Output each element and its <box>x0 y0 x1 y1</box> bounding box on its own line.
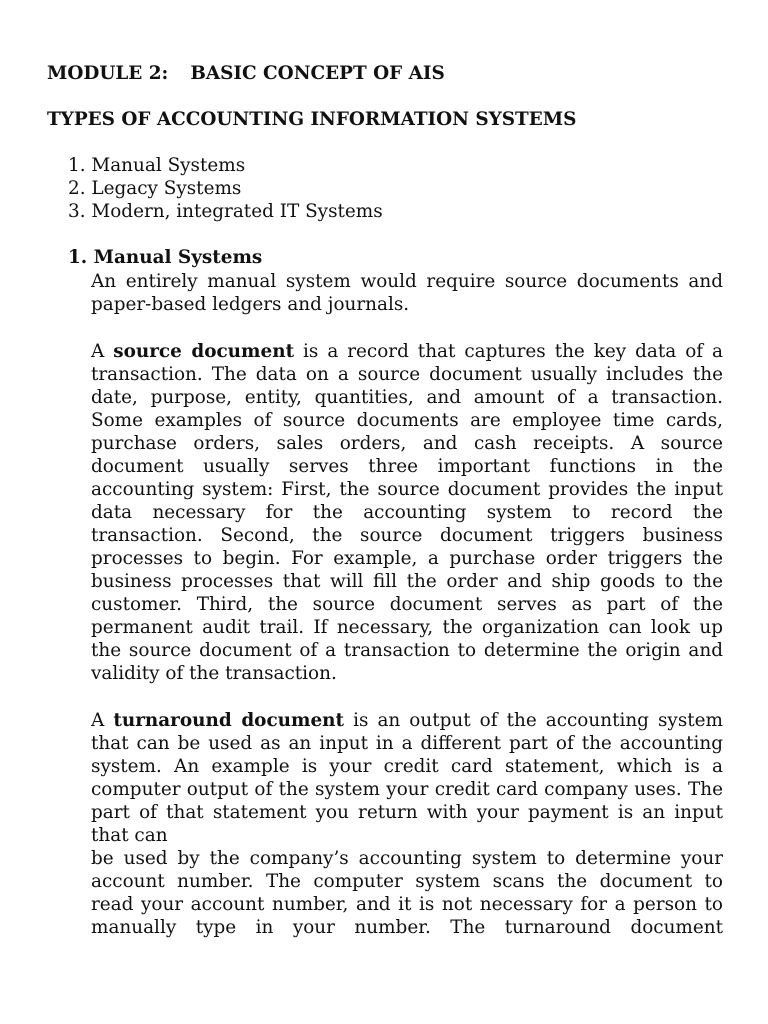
paragraph-line: paper-based ledgers and journals. <box>91 294 410 315</box>
paragraph-line: that can <box>91 825 168 846</box>
source-document-paragraph <box>91 340 723 685</box>
paragraph-line: date, purpose, entity, quantities, and amount of a transaction. <box>91 387 723 408</box>
paragraph-line: customer. Third, the source document serves as part of the <box>91 594 723 615</box>
section-title: TYPES OF ACCOUNTING INFORMATION SYSTEMS <box>47 109 577 130</box>
paragraph-line: document usually serves three important functions in the <box>91 456 723 477</box>
module-label: MODULE 2: <box>47 63 169 84</box>
paragraph-line: An entirely manual system would require source documents and <box>91 271 723 292</box>
paragraph-line: that can be used as an input in a different part of the accounting <box>91 733 723 754</box>
list-item: 3. Modern, integrated IT Systems <box>68 201 383 222</box>
paragraph-line: purchase orders, sales orders, and cash receipts. A source <box>91 433 723 454</box>
paragraph-line: Some examples of source documents are employee time cards, <box>91 410 723 431</box>
paragraph-line: processes to begin. For example, a purchase order triggers the <box>91 548 723 569</box>
paragraph-line: validity of the transaction. <box>91 663 337 684</box>
term-source-document: source document <box>113 341 295 362</box>
intro-paragraph <box>91 270 723 316</box>
paragraph-line: be used by the company’s accounting system to determine your <box>91 848 723 869</box>
list-item: 2. Legacy Systems <box>68 178 242 199</box>
paragraph-line: read your account number, and it is not necessary for a person to <box>91 894 723 915</box>
list-item: 1. Manual Systems <box>68 155 246 176</box>
paragraph-line: transaction. The data on a source document usually includes the <box>91 364 723 385</box>
paragraph-line: computer output of the system your credit card company uses. The <box>91 779 723 800</box>
paragraph-line: transaction. Second, the source document triggers business <box>91 525 723 546</box>
turnaround-document-paragraph <box>91 709 723 939</box>
paragraph-line: business processes that will fill the order and ship goods to the <box>91 571 723 592</box>
paragraph-line: part of that statement you return with your payment is an input <box>91 802 723 823</box>
types-list <box>68 154 383 223</box>
paragraph-line: A source document is a record that captures the key data of a <box>91 341 723 362</box>
paragraph-line: the source document of a transaction to determine the origin and <box>91 640 723 661</box>
paragraph-line: accounting system: First, the source document provides the input <box>91 479 723 500</box>
paragraph-line: account number. The computer system scans the document to <box>91 871 723 892</box>
paragraph-line: permanent audit trail. If necessary, the organization can look up <box>91 617 723 638</box>
module-heading <box>47 62 445 85</box>
paragraph-line: manually type in your number. The turnaround document <box>91 917 723 938</box>
subsection-heading: 1. Manual Systems <box>68 247 263 268</box>
paragraph-line: data necessary for the accounting system to record the <box>91 502 723 523</box>
paragraph-line: A turnaround document is an output of the accounting system <box>91 710 723 731</box>
term-turnaround-document: turnaround document <box>113 710 345 731</box>
paragraph-line: system. An example is your credit card statement, which is a <box>91 756 723 777</box>
module-title: BASIC CONCEPT OF AIS <box>190 63 445 84</box>
